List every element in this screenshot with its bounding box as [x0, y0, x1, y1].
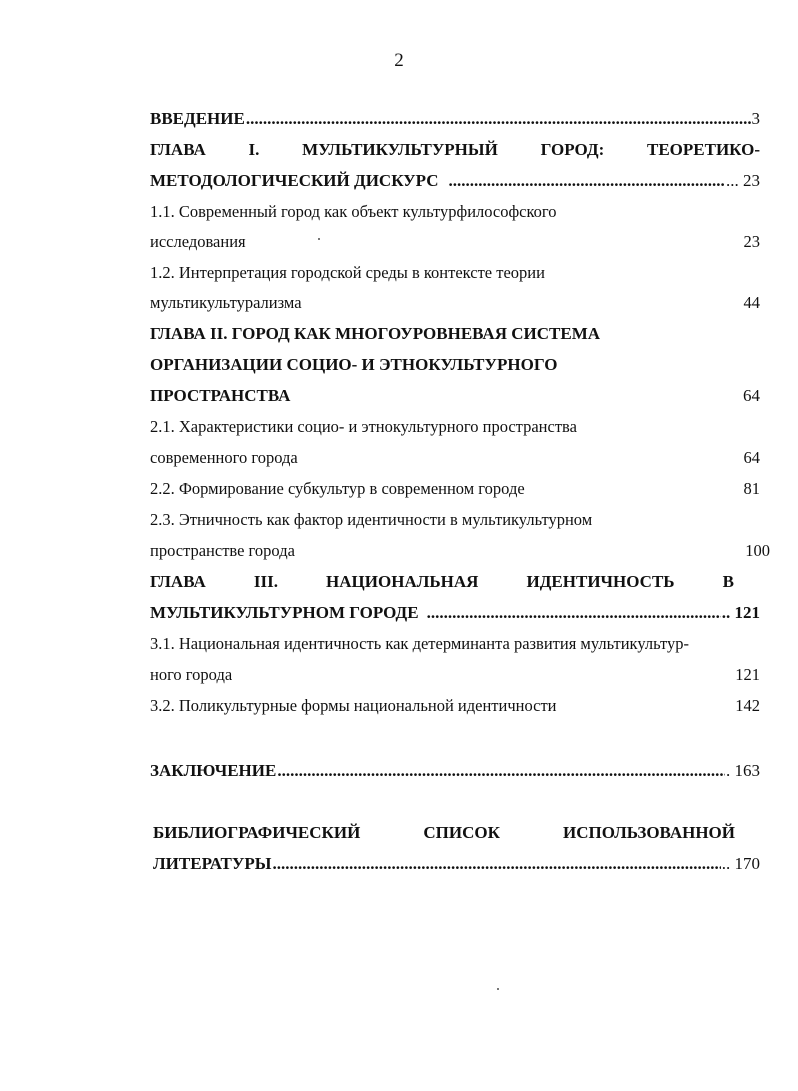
toc-bibliography-heading-cont[interactable] [153, 853, 760, 875]
toc-title: ГЛАВА II. ГОРОД КАК МНОГОУРОВНЕВАЯ СИСТЕМА [150, 324, 601, 343]
toc-chapter2-heading-end[interactable] [150, 385, 760, 407]
toc-section-title: 1.1. Современный город как объект культурфилософского [150, 202, 557, 221]
toc-section-2-1-cont[interactable] [150, 447, 760, 469]
toc-section-title: 2.3. Этничность как фактор идентичности в мультикультурном [150, 510, 593, 529]
dot-leader [277, 760, 725, 782]
toc-page: 44 [743, 293, 760, 312]
toc-title: ЛИТЕРАТУРЫ [153, 854, 272, 873]
toc-page: 23 [743, 232, 760, 251]
toc-section-title: 2.1. Характеристики социо- и этнокультурного пространства [150, 417, 577, 436]
toc-section-1-1-cont[interactable] [150, 231, 760, 253]
toc-section-title: 2.2. Формирование субкультур в современном городе [150, 479, 525, 498]
toc-section-3-1[interactable] [150, 633, 765, 655]
toc-entry-intro[interactable] [150, 108, 760, 130]
toc-section-title: 3.1. Национальная идентичность как детерминанта развития мультикультур- [150, 634, 689, 653]
scan-speck [497, 988, 499, 990]
toc-chapter2-heading-cont[interactable] [150, 354, 760, 376]
toc-section-title: пространстве города [150, 541, 295, 560]
toc-page: .. 170 [721, 854, 760, 873]
toc-chapter3-heading-cont[interactable] [150, 602, 760, 624]
heading-word: НАЦИОНАЛЬНАЯ [326, 572, 479, 591]
heading-word: I. [248, 140, 260, 159]
toc-page: 64 [743, 448, 760, 467]
heading-word: СПИСОК [423, 823, 500, 842]
toc-page: 142 [735, 696, 760, 715]
scan-speck [318, 238, 320, 240]
toc-section-title: исследования [150, 232, 246, 251]
heading-word: В [722, 572, 734, 591]
heading-word: ГОРОД: [540, 140, 605, 159]
toc-section-2-2[interactable] [150, 478, 760, 500]
toc-page: 64 [743, 386, 760, 405]
dot-leader [427, 602, 721, 624]
heading-word: ГЛАВА [150, 572, 206, 591]
heading-word: ГЛАВА [150, 140, 206, 159]
toc-chapter1-heading[interactable] [150, 139, 760, 161]
toc-page: ... 23 [726, 171, 760, 190]
dot-leader [246, 108, 751, 130]
toc-section-1-2-cont[interactable] [150, 292, 760, 314]
toc-title: ВВЕДЕНИЕ [150, 109, 245, 128]
toc-title: ЗАКЛЮЧЕНИЕ [150, 761, 277, 780]
toc-chapter3-heading[interactable] [150, 571, 734, 593]
toc-page: 121 [735, 665, 760, 684]
toc-section-2-3-cont[interactable] [150, 540, 770, 562]
toc-title: МУЛЬТИКУЛЬТУРНОМ ГОРОДЕ [150, 603, 419, 622]
toc-page: 81 [743, 479, 760, 498]
toc-section-3-1-cont[interactable] [150, 664, 760, 686]
toc-section-title: 1.2. Интерпретация городской среды в контексте теории [150, 263, 545, 282]
toc-bibliography-heading[interactable] [153, 822, 735, 844]
dot-leader [449, 170, 725, 192]
toc-page: .. 121 [721, 603, 760, 622]
toc-page: 100 [745, 541, 770, 560]
heading-word: III. [253, 572, 278, 591]
dot-leader [272, 853, 720, 875]
toc-section-2-1[interactable] [150, 416, 760, 438]
toc-section-title: мультикультурализма [150, 293, 302, 312]
toc-section-title: современного города [150, 448, 298, 467]
toc-chapter1-heading-cont[interactable] [150, 170, 760, 192]
heading-word: МУЛЬТИКУЛЬТУРНЫЙ [302, 140, 498, 159]
toc-title: МЕТОДОЛОГИЧЕСКИЙ ДИСКУРС [150, 171, 439, 190]
toc-chapter2-heading[interactable] [150, 323, 760, 345]
toc-title: ПРОСТРАНСТВА [150, 386, 291, 405]
toc-section-title: ного города [150, 665, 233, 684]
heading-word: ИСПОЛЬЗОВАННОЙ [563, 823, 735, 842]
heading-word: ТЕОРЕТИКО- [647, 140, 760, 159]
toc-page: 3 [751, 109, 760, 128]
page-number: 2 [394, 50, 404, 71]
toc-section-1-2[interactable] [150, 262, 760, 284]
toc-section-3-2[interactable] [150, 695, 760, 717]
heading-word: БИБЛИОГРАФИЧЕСКИЙ [153, 823, 361, 842]
toc-entry-conclusion[interactable] [150, 760, 760, 782]
toc-page: . 163 [726, 761, 760, 780]
toc-section-title: 3.2. Поликультурные формы национальной идентичности [150, 696, 557, 715]
toc-section-1-1[interactable] [150, 201, 760, 223]
toc-title: ОРГАНИЗАЦИИ СОЦИО- И ЭТНОКУЛЬТУРНОГО [150, 355, 558, 374]
heading-word: ИДЕНТИЧНОСТЬ [526, 572, 675, 591]
toc-section-2-3[interactable] [150, 509, 760, 531]
